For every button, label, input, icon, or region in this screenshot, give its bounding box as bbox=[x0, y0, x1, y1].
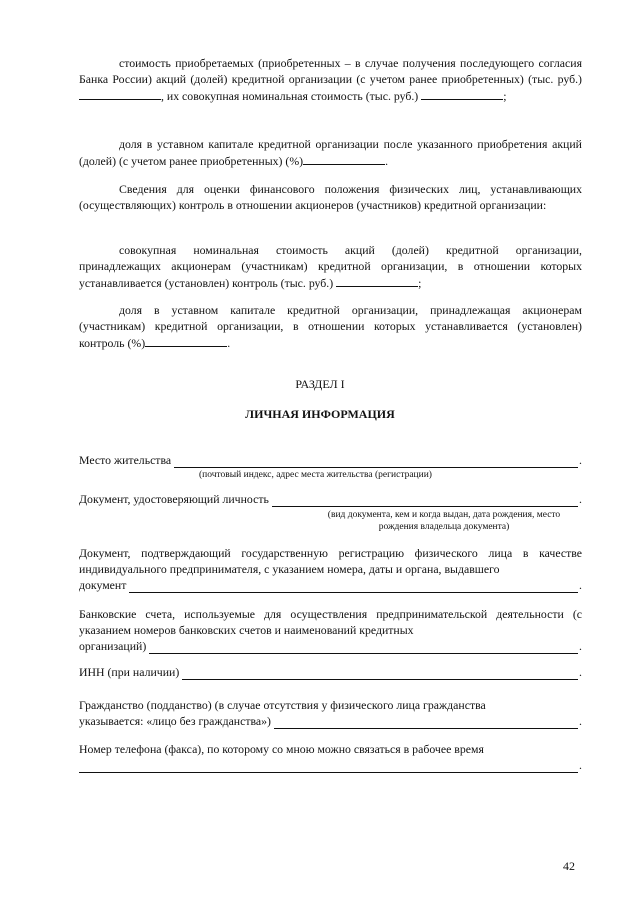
punct: . bbox=[579, 714, 582, 728]
inn-row bbox=[79, 664, 582, 680]
ip-registration-text: Документ, подтверждающий государственную регистрацию физического лица в качестве индивидуального предпринимателя, с указанием номера, даты и органа, выдавшего bbox=[79, 546, 582, 576]
punct: . bbox=[579, 639, 582, 653]
paragraph-share-after-acquisition bbox=[79, 136, 582, 169]
section-title: ЛИЧНАЯ ИНФОРМАЦИЯ bbox=[245, 407, 395, 421]
controlled-share-text: доля в уставном капитале кредитной организации, принадлежащая акционерам (участникам) кредитной организации, в отношении которых устанавливается (установлен) контроль (%) bbox=[79, 303, 582, 350]
residence-hint: (почтовый индекс, адрес места жительства (регистрации) bbox=[199, 470, 432, 480]
punct: . bbox=[579, 453, 582, 467]
nominal-value-field[interactable] bbox=[421, 87, 503, 100]
citizenship-label: указывается: «лицо без гражданства») bbox=[79, 714, 271, 728]
punct: ; bbox=[418, 276, 422, 290]
total-nominal-text: совокупная номинальная стоимость акций (долей) кредитной организации, принадлежащих акционерам (участникам) кредитной организации, в отношении которых устанавливается (установлен) контроль (тыс. руб.) bbox=[79, 243, 582, 290]
punct: . bbox=[385, 154, 389, 168]
id-document-field[interactable] bbox=[272, 494, 578, 507]
residence-row bbox=[79, 452, 582, 481]
bank-accounts-text: Банковские счета, используемые для осуществления предпринимательской деятельности (с указанием номеров банковских счетов и наименований кредитных bbox=[79, 607, 582, 637]
bank-accounts-label: организаций) bbox=[79, 639, 147, 653]
citizenship-row bbox=[79, 697, 582, 729]
ip-registration-field[interactable] bbox=[129, 580, 578, 593]
acquired-shares-text-2: , их совокупная номинальная стоимость (тыс. руб.) bbox=[161, 89, 419, 103]
share-after-text: доля в уставном капитале кредитной организации после указанного приобретения акций (долей) (с учетом ранее приобретенных) (%) bbox=[79, 137, 582, 168]
bank-accounts-field[interactable] bbox=[149, 641, 578, 654]
punct: . bbox=[579, 758, 582, 772]
id-document-row bbox=[79, 491, 582, 533]
financial-info-text: Сведения для оценки финансового положения физических лиц, устанавливающих (осуществляющих) контроль в отношении акционеров (участников) кредитной организации: bbox=[79, 182, 582, 212]
controlled-share-field[interactable] bbox=[145, 334, 227, 347]
citizenship-text: Гражданство (подданство) (в случае отсутствия у физического лица гражданства bbox=[79, 698, 486, 712]
acquired-shares-cost-field[interactable] bbox=[79, 87, 161, 100]
total-nominal-field[interactable] bbox=[336, 274, 418, 287]
punct: ; bbox=[503, 89, 507, 103]
phone-row bbox=[79, 741, 582, 773]
phone-text: Номер телефона (факса), по которому со мною можно связаться в рабочее время bbox=[79, 742, 484, 756]
punct: . bbox=[227, 336, 231, 350]
ip-registration-label: документ bbox=[79, 578, 127, 592]
bank-accounts-row bbox=[79, 606, 582, 654]
share-after-field[interactable] bbox=[303, 152, 385, 165]
residence-label: Место жительства bbox=[79, 453, 172, 467]
id-document-hint: (вид документа, кем и когда выдан, дата рождения, место рождения владельца документа) bbox=[327, 510, 561, 532]
residence-field[interactable] bbox=[174, 455, 578, 468]
punct: . bbox=[579, 578, 582, 592]
paragraph-controlled-share bbox=[79, 302, 582, 351]
inn-field[interactable] bbox=[182, 667, 578, 680]
punct: . bbox=[579, 492, 582, 506]
paragraph-acquired-shares-cost bbox=[79, 55, 582, 104]
paragraph-total-nominal-value bbox=[79, 242, 582, 291]
acquired-shares-text-1: стоимость приобретаемых (приобретенных – в случае получения последующего согласия Банка России) акций (долей) кредитной организации (с учетом ранее приобретенных) (тыс. руб.) bbox=[79, 56, 582, 86]
phone-field[interactable] bbox=[79, 760, 578, 773]
ip-registration-row bbox=[79, 545, 582, 593]
page-number: 42 bbox=[563, 859, 575, 873]
inn-label: ИНН (при наличии) bbox=[79, 665, 180, 679]
id-document-label: Документ, удостоверяющий личность bbox=[79, 492, 269, 506]
citizenship-field[interactable] bbox=[274, 716, 578, 729]
section-number: РАЗДЕЛ I bbox=[295, 377, 345, 391]
paragraph-financial-info bbox=[79, 181, 582, 213]
punct: . bbox=[579, 665, 582, 679]
